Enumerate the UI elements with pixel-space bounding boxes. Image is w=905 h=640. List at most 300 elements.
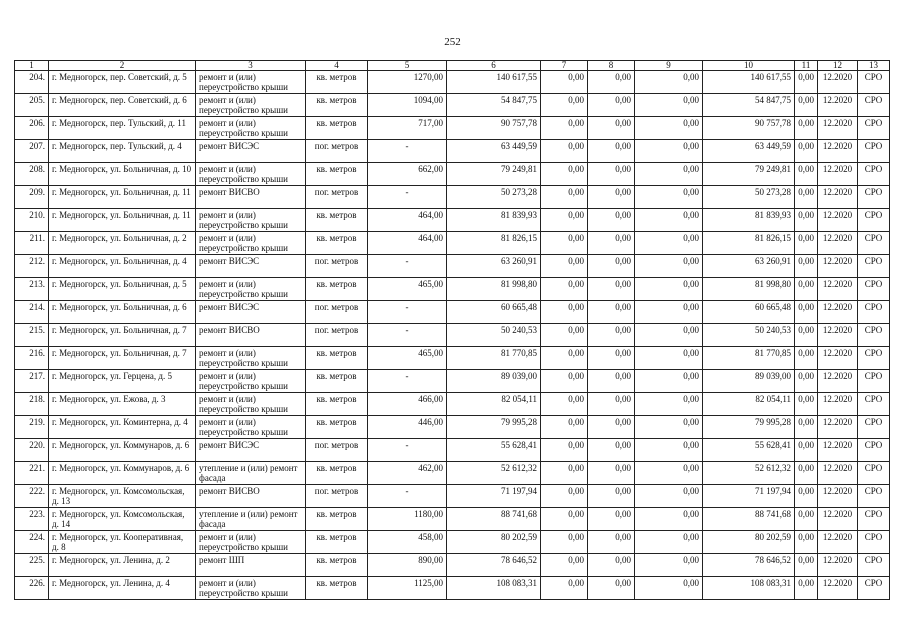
unit-cell: кв. метров <box>306 554 368 577</box>
quantity-cell: 458,00 <box>368 531 447 554</box>
amount-cell: 0,00 <box>541 577 588 600</box>
amount-cell: 0,00 <box>541 485 588 508</box>
table-row <box>15 347 890 370</box>
row-number: 213. <box>15 278 49 301</box>
row-number: 221. <box>15 462 49 485</box>
total-cost-cell: 81 998,80 <box>447 278 541 301</box>
amount-cell: 0,00 <box>795 508 818 531</box>
amount-cell: 0,00 <box>795 577 818 600</box>
total-cost-cell: 81 770,85 <box>447 347 541 370</box>
unit-cell: кв. метров <box>306 209 368 232</box>
amount-cell: 0,00 <box>795 117 818 140</box>
method-cell: СРО <box>858 255 890 278</box>
quantity-cell: 1094,00 <box>368 94 447 117</box>
amount-cell: 0,00 <box>795 71 818 94</box>
work-type-cell: ремонт и (или) переустройство крыши <box>196 577 306 600</box>
unit-cell: кв. метров <box>306 462 368 485</box>
completion-date-cell: 12.2020 <box>818 531 858 554</box>
table-row <box>15 531 890 554</box>
amount-cell: 0,00 <box>635 416 703 439</box>
amount-cell: 0,00 <box>635 140 703 163</box>
work-type-cell: ремонт и (или) переустройство крыши <box>196 370 306 393</box>
fund-cost-cell: 108 083,31 <box>703 577 795 600</box>
amount-cell: 0,00 <box>541 416 588 439</box>
table-row <box>15 209 890 232</box>
work-type-cell: ремонт и (или) переустройство крыши <box>196 209 306 232</box>
address-cell: г. Медногорск, пер. Советский, д. 5 <box>49 71 196 94</box>
fund-cost-cell: 81 839,93 <box>703 209 795 232</box>
amount-cell: 0,00 <box>541 71 588 94</box>
row-number: 214. <box>15 301 49 324</box>
amount-cell: 0,00 <box>635 554 703 577</box>
amount-cell: 0,00 <box>588 347 635 370</box>
amount-cell: 0,00 <box>795 393 818 416</box>
fund-cost-cell: 89 039,00 <box>703 370 795 393</box>
method-cell: СРО <box>858 117 890 140</box>
work-type-cell: ремонт ШП <box>196 554 306 577</box>
quantity-cell: 465,00 <box>368 278 447 301</box>
method-cell: СРО <box>858 232 890 255</box>
quantity-cell: - <box>368 439 447 462</box>
address-cell: г. Медногорск, ул. Комсомольская, д. 14 <box>49 508 196 531</box>
method-cell: СРО <box>858 554 890 577</box>
amount-cell: 0,00 <box>541 186 588 209</box>
quantity-cell: - <box>368 255 447 278</box>
unit-cell: кв. метров <box>306 232 368 255</box>
table-row <box>15 94 890 117</box>
amount-cell: 0,00 <box>588 508 635 531</box>
completion-date-cell: 12.2020 <box>818 186 858 209</box>
address-cell: г. Медногорск, пер. Советский, д. 6 <box>49 94 196 117</box>
total-cost-cell: 140 617,55 <box>447 71 541 94</box>
amount-cell: 0,00 <box>635 255 703 278</box>
table-row <box>15 278 890 301</box>
fund-cost-cell: 78 646,52 <box>703 554 795 577</box>
column-header: 10 <box>703 61 795 71</box>
row-number: 209. <box>15 186 49 209</box>
method-cell: СРО <box>858 347 890 370</box>
amount-cell: 0,00 <box>541 209 588 232</box>
unit-cell: кв. метров <box>306 416 368 439</box>
completion-date-cell: 12.2020 <box>818 508 858 531</box>
amount-cell: 0,00 <box>541 94 588 117</box>
table-row <box>15 416 890 439</box>
fund-cost-cell: 80 202,59 <box>703 531 795 554</box>
column-header: 2 <box>49 61 196 71</box>
row-number: 226. <box>15 577 49 600</box>
completion-date-cell: 12.2020 <box>818 462 858 485</box>
work-type-cell: ремонт ВИСЭС <box>196 301 306 324</box>
work-type-cell: ремонт и (или) переустройство крыши <box>196 94 306 117</box>
amount-cell: 0,00 <box>541 554 588 577</box>
row-number: 210. <box>15 209 49 232</box>
quantity-cell: 1125,00 <box>368 577 447 600</box>
total-cost-cell: 63 260,91 <box>447 255 541 278</box>
amount-cell: 0,00 <box>588 232 635 255</box>
work-type-cell: ремонт и (или) переустройство крыши <box>196 117 306 140</box>
completion-date-cell: 12.2020 <box>818 324 858 347</box>
unit-cell: пог. метров <box>306 186 368 209</box>
quantity-cell: 1270,00 <box>368 71 447 94</box>
address-cell: г. Медногорск, ул. Больничная, д. 5 <box>49 278 196 301</box>
work-type-cell: ремонт и (или) переустройство крыши <box>196 163 306 186</box>
column-header: 12 <box>818 61 858 71</box>
column-header: 13 <box>858 61 890 71</box>
address-cell: г. Медногорск, ул. Коминтерна, д. 4 <box>49 416 196 439</box>
fund-cost-cell: 79 249,81 <box>703 163 795 186</box>
method-cell: СРО <box>858 71 890 94</box>
method-cell: СРО <box>858 94 890 117</box>
column-header: 6 <box>447 61 541 71</box>
fund-cost-cell: 60 665,48 <box>703 301 795 324</box>
work-type-cell: утепление и (или) ремонт фасада <box>196 462 306 485</box>
work-type-cell: ремонт ВИСВО <box>196 186 306 209</box>
column-header: 11 <box>795 61 818 71</box>
amount-cell: 0,00 <box>635 393 703 416</box>
address-cell: г. Медногорск, ул. Больничная, д. 6 <box>49 301 196 324</box>
total-cost-cell: 82 054,11 <box>447 393 541 416</box>
row-number: 225. <box>15 554 49 577</box>
address-cell: г. Медногорск, ул. Больничная, д. 2 <box>49 232 196 255</box>
fund-cost-cell: 82 054,11 <box>703 393 795 416</box>
row-number: 212. <box>15 255 49 278</box>
amount-cell: 0,00 <box>795 347 818 370</box>
table-body <box>15 61 890 600</box>
table-row <box>15 140 890 163</box>
method-cell: СРО <box>858 439 890 462</box>
address-cell: г. Медногорск, ул. Коммунаров, д. 6 <box>49 439 196 462</box>
table-row <box>15 324 890 347</box>
fund-cost-cell: 79 995,28 <box>703 416 795 439</box>
total-cost-cell: 79 995,28 <box>447 416 541 439</box>
amount-cell: 0,00 <box>635 71 703 94</box>
row-number: 215. <box>15 324 49 347</box>
row-number: 208. <box>15 163 49 186</box>
total-cost-cell: 71 197,94 <box>447 485 541 508</box>
fund-cost-cell: 63 260,91 <box>703 255 795 278</box>
amount-cell: 0,00 <box>588 278 635 301</box>
column-header: 1 <box>15 61 49 71</box>
amount-cell: 0,00 <box>635 209 703 232</box>
work-type-cell: ремонт ВИСВО <box>196 485 306 508</box>
work-type-cell: ремонт и (или) переустройство крыши <box>196 71 306 94</box>
amount-cell: 0,00 <box>588 324 635 347</box>
completion-date-cell: 12.2020 <box>818 117 858 140</box>
table-row <box>15 255 890 278</box>
total-cost-cell: 90 757,78 <box>447 117 541 140</box>
unit-cell: пог. метров <box>306 324 368 347</box>
address-cell: г. Медногорск, пер. Тульский, д. 11 <box>49 117 196 140</box>
table-row <box>15 554 890 577</box>
completion-date-cell: 12.2020 <box>818 393 858 416</box>
amount-cell: 0,00 <box>635 462 703 485</box>
row-number: 211. <box>15 232 49 255</box>
amount-cell: 0,00 <box>588 554 635 577</box>
fund-cost-cell: 140 617,55 <box>703 71 795 94</box>
row-number: 207. <box>15 140 49 163</box>
method-cell: СРО <box>858 324 890 347</box>
completion-date-cell: 12.2020 <box>818 370 858 393</box>
quantity-cell: - <box>368 301 447 324</box>
column-header: 5 <box>368 61 447 71</box>
work-type-cell: ремонт ВИСЭС <box>196 140 306 163</box>
amount-cell: 0,00 <box>635 117 703 140</box>
address-cell: г. Медногорск, ул. Ленина, д. 4 <box>49 577 196 600</box>
column-header: 7 <box>541 61 588 71</box>
address-cell: г. Медногорск, ул. Больничная, д. 7 <box>49 324 196 347</box>
work-type-cell: ремонт и (или) переустройство крыши <box>196 278 306 301</box>
method-cell: СРО <box>858 393 890 416</box>
unit-cell: пог. метров <box>306 301 368 324</box>
completion-date-cell: 12.2020 <box>818 163 858 186</box>
method-cell: СРО <box>858 301 890 324</box>
amount-cell: 0,00 <box>588 531 635 554</box>
table-row <box>15 393 890 416</box>
method-cell: СРО <box>858 370 890 393</box>
completion-date-cell: 12.2020 <box>818 94 858 117</box>
amount-cell: 0,00 <box>588 370 635 393</box>
amount-cell: 0,00 <box>541 163 588 186</box>
amount-cell: 0,00 <box>635 278 703 301</box>
amount-cell: 0,00 <box>795 140 818 163</box>
total-cost-cell: 63 449,59 <box>447 140 541 163</box>
amount-cell: 0,00 <box>588 416 635 439</box>
completion-date-cell: 12.2020 <box>818 485 858 508</box>
quantity-cell: - <box>368 485 447 508</box>
total-cost-cell: 60 665,48 <box>447 301 541 324</box>
amount-cell: 0,00 <box>635 301 703 324</box>
amount-cell: 0,00 <box>635 347 703 370</box>
fund-cost-cell: 55 628,41 <box>703 439 795 462</box>
fund-cost-cell: 50 240,53 <box>703 324 795 347</box>
fund-cost-cell: 54 847,75 <box>703 94 795 117</box>
table-row <box>15 163 890 186</box>
quantity-cell: 662,00 <box>368 163 447 186</box>
amount-cell: 0,00 <box>588 462 635 485</box>
total-cost-cell: 108 083,31 <box>447 577 541 600</box>
address-cell: г. Медногорск, ул. Ленина, д. 2 <box>49 554 196 577</box>
work-type-cell: ремонт и (или) переустройство крыши <box>196 531 306 554</box>
table-row <box>15 439 890 462</box>
total-cost-cell: 79 249,81 <box>447 163 541 186</box>
total-cost-cell: 78 646,52 <box>447 554 541 577</box>
amount-cell: 0,00 <box>795 462 818 485</box>
amount-cell: 0,00 <box>588 255 635 278</box>
table-row <box>15 232 890 255</box>
unit-cell: пог. метров <box>306 485 368 508</box>
amount-cell: 0,00 <box>635 324 703 347</box>
fund-cost-cell: 81 826,15 <box>703 232 795 255</box>
table-row <box>15 370 890 393</box>
column-header: 3 <box>196 61 306 71</box>
address-cell: г. Медногорск, ул. Больничная, д. 11 <box>49 186 196 209</box>
amount-cell: 0,00 <box>795 324 818 347</box>
amount-cell: 0,00 <box>635 531 703 554</box>
table-row <box>15 71 890 94</box>
amount-cell: 0,00 <box>795 163 818 186</box>
unit-cell: кв. метров <box>306 347 368 370</box>
unit-cell: кв. метров <box>306 163 368 186</box>
amount-cell: 0,00 <box>541 508 588 531</box>
unit-cell: кв. метров <box>306 531 368 554</box>
amount-cell: 0,00 <box>795 278 818 301</box>
row-number: 205. <box>15 94 49 117</box>
unit-cell: пог. метров <box>306 439 368 462</box>
quantity-cell: 717,00 <box>368 117 447 140</box>
completion-date-cell: 12.2020 <box>818 232 858 255</box>
quantity-cell: 890,00 <box>368 554 447 577</box>
amount-cell: 0,00 <box>795 209 818 232</box>
fund-cost-cell: 63 449,59 <box>703 140 795 163</box>
amount-cell: 0,00 <box>541 255 588 278</box>
method-cell: СРО <box>858 209 890 232</box>
quantity-cell: 464,00 <box>368 209 447 232</box>
work-type-cell: утепление и (или) ремонт фасада <box>196 508 306 531</box>
amount-cell: 0,00 <box>795 370 818 393</box>
quantity-cell: 446,00 <box>368 416 447 439</box>
completion-date-cell: 12.2020 <box>818 577 858 600</box>
method-cell: СРО <box>858 163 890 186</box>
amount-cell: 0,00 <box>635 370 703 393</box>
work-type-cell: ремонт и (или) переустройство крыши <box>196 232 306 255</box>
total-cost-cell: 50 273,28 <box>447 186 541 209</box>
amount-cell: 0,00 <box>588 301 635 324</box>
quantity-cell: 462,00 <box>368 462 447 485</box>
address-cell: г. Медногорск, ул. Больничная, д. 4 <box>49 255 196 278</box>
quantity-cell: 466,00 <box>368 393 447 416</box>
completion-date-cell: 12.2020 <box>818 554 858 577</box>
register-table <box>14 60 890 600</box>
table-row <box>15 485 890 508</box>
amount-cell: 0,00 <box>588 186 635 209</box>
amount-cell: 0,00 <box>635 186 703 209</box>
work-type-cell: ремонт ВИСЭС <box>196 439 306 462</box>
address-cell: г. Медногорск, ул. Коммунаров, д. 6 <box>49 462 196 485</box>
quantity-cell: - <box>368 186 447 209</box>
row-number: 223. <box>15 508 49 531</box>
amount-cell: 0,00 <box>541 531 588 554</box>
quantity-cell: - <box>368 324 447 347</box>
completion-date-cell: 12.2020 <box>818 255 858 278</box>
total-cost-cell: 81 826,15 <box>447 232 541 255</box>
amount-cell: 0,00 <box>795 416 818 439</box>
address-cell: г. Медногорск, ул. Больничная, д. 10 <box>49 163 196 186</box>
total-cost-cell: 80 202,59 <box>447 531 541 554</box>
amount-cell: 0,00 <box>541 117 588 140</box>
amount-cell: 0,00 <box>541 439 588 462</box>
row-number: 216. <box>15 347 49 370</box>
work-type-cell: ремонт и (или) переустройство крыши <box>196 347 306 370</box>
amount-cell: 0,00 <box>635 94 703 117</box>
method-cell: СРО <box>858 485 890 508</box>
work-type-cell: ремонт и (или) переустройство крыши <box>196 416 306 439</box>
fund-cost-cell: 50 273,28 <box>703 186 795 209</box>
address-cell: г. Медногорск, ул. Герцена, д. 5 <box>49 370 196 393</box>
amount-cell: 0,00 <box>541 278 588 301</box>
method-cell: СРО <box>858 462 890 485</box>
address-cell: г. Медногорск, ул. Кооперативная, д. 8 <box>49 531 196 554</box>
total-cost-cell: 54 847,75 <box>447 94 541 117</box>
address-cell: г. Медногорск, ул. Ежова, д. 3 <box>49 393 196 416</box>
unit-cell: кв. метров <box>306 117 368 140</box>
completion-date-cell: 12.2020 <box>818 301 858 324</box>
row-number: 224. <box>15 531 49 554</box>
amount-cell: 0,00 <box>795 554 818 577</box>
amount-cell: 0,00 <box>588 94 635 117</box>
amount-cell: 0,00 <box>795 186 818 209</box>
amount-cell: 0,00 <box>541 462 588 485</box>
total-cost-cell: 52 612,32 <box>447 462 541 485</box>
row-number: 219. <box>15 416 49 439</box>
method-cell: СРО <box>858 416 890 439</box>
table-row <box>15 577 890 600</box>
row-number: 217. <box>15 370 49 393</box>
total-cost-cell: 81 839,93 <box>447 209 541 232</box>
column-header: 9 <box>635 61 703 71</box>
table-row <box>15 186 890 209</box>
row-number: 220. <box>15 439 49 462</box>
amount-cell: 0,00 <box>588 117 635 140</box>
completion-date-cell: 12.2020 <box>818 140 858 163</box>
completion-date-cell: 12.2020 <box>818 209 858 232</box>
fund-cost-cell: 81 998,80 <box>703 278 795 301</box>
unit-cell: кв. метров <box>306 393 368 416</box>
amount-cell: 0,00 <box>795 255 818 278</box>
unit-cell: кв. метров <box>306 577 368 600</box>
completion-date-cell: 12.2020 <box>818 416 858 439</box>
amount-cell: 0,00 <box>635 485 703 508</box>
amount-cell: 0,00 <box>541 393 588 416</box>
unit-cell: кв. метров <box>306 278 368 301</box>
row-number: 204. <box>15 71 49 94</box>
method-cell: СРО <box>858 531 890 554</box>
quantity-cell: 1180,00 <box>368 508 447 531</box>
address-cell: г. Медногорск, ул. Больничная, д. 7 <box>49 347 196 370</box>
quantity-cell: - <box>368 370 447 393</box>
amount-cell: 0,00 <box>588 163 635 186</box>
address-cell: г. Медногорск, пер. Тульский, д. 4 <box>49 140 196 163</box>
fund-cost-cell: 90 757,78 <box>703 117 795 140</box>
amount-cell: 0,00 <box>795 232 818 255</box>
amount-cell: 0,00 <box>795 439 818 462</box>
method-cell: СРО <box>858 186 890 209</box>
work-type-cell: ремонт ВИСЭС <box>196 255 306 278</box>
unit-cell: кв. метров <box>306 508 368 531</box>
quantity-cell: 465,00 <box>368 347 447 370</box>
unit-cell: кв. метров <box>306 370 368 393</box>
page-number: 252 <box>444 36 461 48</box>
amount-cell: 0,00 <box>588 485 635 508</box>
completion-date-cell: 12.2020 <box>818 439 858 462</box>
method-cell: СРО <box>858 140 890 163</box>
completion-date-cell: 12.2020 <box>818 347 858 370</box>
column-header: 8 <box>588 61 635 71</box>
amount-cell: 0,00 <box>588 577 635 600</box>
amount-cell: 0,00 <box>635 439 703 462</box>
completion-date-cell: 12.2020 <box>818 278 858 301</box>
fund-cost-cell: 81 770,85 <box>703 347 795 370</box>
total-cost-cell: 50 240,53 <box>447 324 541 347</box>
amount-cell: 0,00 <box>541 324 588 347</box>
quantity-cell: - <box>368 140 447 163</box>
unit-cell: кв. метров <box>306 94 368 117</box>
amount-cell: 0,00 <box>635 577 703 600</box>
amount-cell: 0,00 <box>541 140 588 163</box>
amount-cell: 0,00 <box>588 439 635 462</box>
table-row <box>15 117 890 140</box>
address-cell: г. Медногорск, ул. Больничная, д. 11 <box>49 209 196 232</box>
unit-cell: кв. метров <box>306 71 368 94</box>
